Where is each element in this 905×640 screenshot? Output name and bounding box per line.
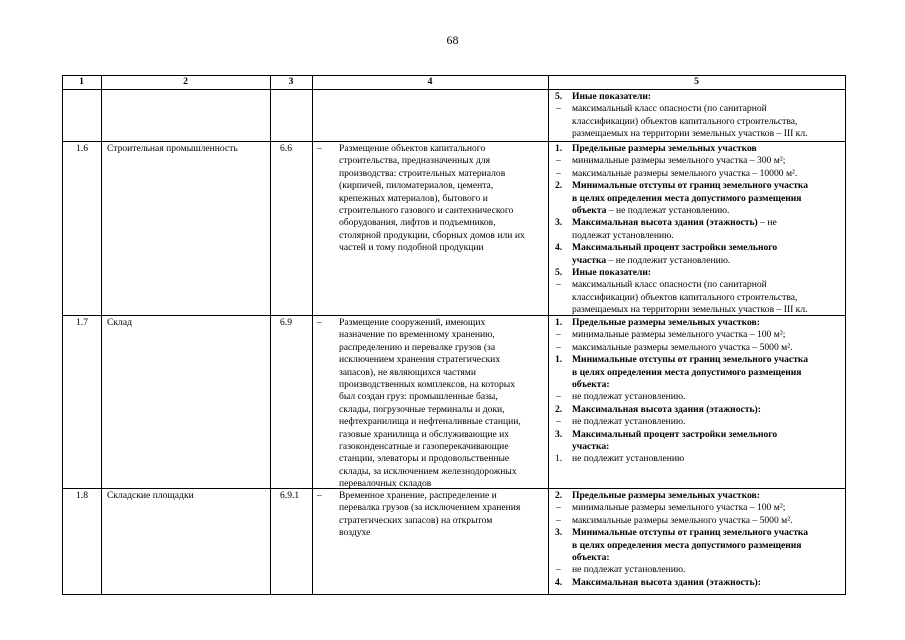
description-line: производства: строительных материалов (339, 167, 506, 179)
description-line: склады, за исключением железнодорожных (339, 465, 517, 477)
description-line: столярной продукции, сборных домов или их (339, 229, 525, 241)
description-line: строительства, предназначенных для (339, 155, 491, 167)
parameter-heading: Максимальная высота здания (этажность): (572, 576, 761, 588)
row-separator (62, 141, 845, 142)
land-use-name: Склад (107, 317, 132, 328)
parameter-line: максимальные размеры земельного участка – 10000 м². (572, 167, 798, 179)
row-number: 1.7 (76, 317, 88, 328)
land-use-code: 6.6 (280, 143, 292, 154)
description-line: был создан груз: промышленные базы, (339, 391, 498, 403)
column-header-4: 4 (427, 76, 433, 87)
item-number: 4. (555, 576, 563, 588)
parameter-heading: Максимальный процент застройки земельного (572, 242, 778, 254)
parameter-line: минимальные размеры земельного участка – 100 м²; (572, 329, 786, 341)
dash-marker: – (556, 514, 561, 526)
dash-marker: – (556, 167, 561, 179)
item-number: 1. (555, 354, 563, 366)
parameter-line: не подлежит установлению (572, 453, 685, 465)
parameter-line: максимальный класс опасности (по санитарной (572, 103, 767, 115)
parameter-heading: Иные показатели: (572, 91, 652, 102)
item-number: 3. (555, 217, 563, 229)
item-number: 1. (555, 143, 563, 154)
parameter-heading: объекта: (572, 379, 610, 390)
description-line: газовые хранилища и обслуживающие их (339, 428, 510, 440)
description-line: производственных комплексов, на которых (339, 379, 515, 390)
description-line: нефтехранилища и нефтеналивные станции, (339, 416, 521, 428)
parameter-heading: Иные показатели: (572, 267, 652, 278)
description-line: станции, элеваторы и продовольственные (339, 453, 510, 465)
parameter-line: размещаемых на территории земельных участков – III кл. (572, 128, 808, 140)
item-number: 5. (555, 91, 563, 102)
description-line: распределению и перевалке грузов (за (339, 341, 496, 353)
item-number: 3. (555, 428, 563, 440)
parameter-line: не подлежат установлению. (572, 391, 686, 403)
parameter-line: подлежат установлению. (572, 229, 674, 241)
parameter-heading: Максимальный процент застройки земельного (572, 428, 778, 440)
parameter-heading: Предельные размеры земельных участков (572, 143, 757, 154)
column-header-5: 5 (694, 76, 699, 87)
description-line: воздухе (339, 527, 371, 539)
column-rule (312, 75, 313, 595)
description-line: строительного газового и сантехнического (339, 205, 514, 216)
parameter-heading: Предельные размеры земельных участков: (572, 490, 760, 501)
parameter-heading: Минимальные отступы от границ земельного участка (572, 527, 809, 539)
header-bottom-rule (62, 89, 845, 90)
dash-marker: – (556, 391, 561, 403)
parameter-line (572, 255, 730, 267)
parameter-line: не подлежат установлению. (572, 564, 686, 576)
description-line: стратегических запасов) на открытом (339, 514, 493, 526)
land-use-name: Складские площадки (107, 490, 194, 501)
column-rule (101, 75, 102, 595)
parameter-heading: в целях определения места допустимого размещения (572, 192, 802, 204)
parameter-heading: Максимальная высота здания (этажность): (572, 403, 761, 415)
description-bullet: – (317, 317, 322, 328)
item-number: 1. (555, 317, 563, 328)
parameter-line: классификации) объектов капитального строительства, (572, 291, 798, 303)
parameter-line: не подлежат установлению. (572, 416, 686, 428)
description-line: назначение по временному хранению, (339, 329, 495, 341)
row-separator (62, 594, 845, 595)
parameter-line: максимальные размеры земельного участка – 5000 м². (572, 514, 793, 526)
description-bullet: – (317, 143, 322, 154)
item-number: 2. (555, 403, 563, 415)
item-number: 2. (555, 180, 563, 192)
parameter-heading: в целях определения места допустимого размещения (572, 539, 802, 551)
description-line: склады, погрузочные терминалы и доки, (339, 403, 505, 415)
row-number: 1.8 (76, 490, 88, 501)
description-line: частей и тому подобной продукции (339, 242, 484, 254)
parameter-heading: Минимальные отступы от границ земельного участка (572, 180, 809, 192)
description-line: запасов), не являющихся частями (339, 366, 477, 378)
parameter-value: – не подлежат установлению. (606, 205, 730, 216)
parameter-line: размещаемых на территории земельных участков – III кл. (572, 304, 808, 316)
land-use-code: 6.9.1 (280, 490, 300, 501)
land-use-code: 6.9 (280, 317, 292, 328)
description-bullet: – (317, 490, 322, 501)
parameter-line: максимальные размеры земельного участка – 5000 м². (572, 341, 793, 353)
parameter-line: классификации) объектов капитального строительства, (572, 115, 798, 127)
dash-marker: – (556, 341, 561, 353)
dash-marker: – (556, 279, 561, 291)
page-number: 68 (446, 33, 459, 47)
description-line: газоконденсатные и газоперекачивающие (339, 441, 509, 452)
parameter-line: минимальные размеры земельного участка – 300 м²; (572, 155, 786, 167)
column-header-1: 1 (79, 76, 84, 87)
column-rule (548, 75, 549, 595)
item-number: 2. (555, 490, 563, 501)
parameter-heading: объекта (572, 205, 607, 216)
land-use-name: Строительная промышленность (107, 143, 238, 154)
column-rule (62, 75, 63, 595)
column-rule (845, 75, 846, 595)
parameter-heading: участка (572, 254, 607, 266)
dash-marker: – (556, 564, 561, 576)
parameter-line (572, 205, 729, 217)
parameter-heading: объекта: (572, 552, 610, 563)
parameter-heading: Минимальные отступы от границ земельного участка (572, 354, 809, 366)
dash-marker: – (556, 155, 561, 167)
description-line: исключением хранения стратегических (339, 354, 501, 366)
item-number: 4. (555, 242, 563, 254)
item-number: 3. (555, 527, 563, 539)
parameter-line (572, 217, 777, 229)
row-separator (62, 488, 845, 489)
description-line: перевалочных складов (339, 478, 432, 490)
column-rule (270, 75, 271, 595)
parameter-heading: в целях определения места допустимого размещения (572, 366, 802, 378)
description-line: (кирпичей, пиломатериалов, цемента, (339, 180, 494, 192)
dash-marker: – (556, 502, 561, 514)
parameter-line: максимальный класс опасности (по санитарной (572, 279, 767, 291)
dash-marker: – (556, 416, 561, 428)
column-header-2: 2 (183, 76, 188, 87)
parameter-value: – не подлежит установлению. (606, 254, 731, 266)
parameter-heading: Максимальная высота здания (этажность) (572, 217, 758, 229)
dash-marker: – (556, 329, 561, 341)
parameter-heading: участка: (572, 441, 610, 452)
item-number: 1. (555, 453, 563, 465)
parameter-line: минимальные размеры земельного участка – 100 м²; (572, 502, 786, 514)
description-line: Размещение сооружений, имеющих (339, 317, 486, 328)
row-number: 1.6 (76, 143, 88, 154)
description-line: Временное хранение, распределение и (339, 490, 497, 501)
description-line: Размещение объектов капитального (339, 143, 486, 154)
description-line: крепежных материалов), бытового и (339, 192, 488, 204)
description-line: оборудования, лифтов и подъемников, (339, 217, 496, 229)
item-number: 5. (555, 267, 563, 278)
column-header-3: 3 (288, 76, 294, 87)
description-line: перевалка грузов (за исключением хранения (339, 502, 521, 514)
dash-marker: – (556, 103, 561, 115)
parameter-heading: Предельные размеры земельных участков: (572, 317, 760, 328)
parameter-value: – не (757, 217, 777, 229)
